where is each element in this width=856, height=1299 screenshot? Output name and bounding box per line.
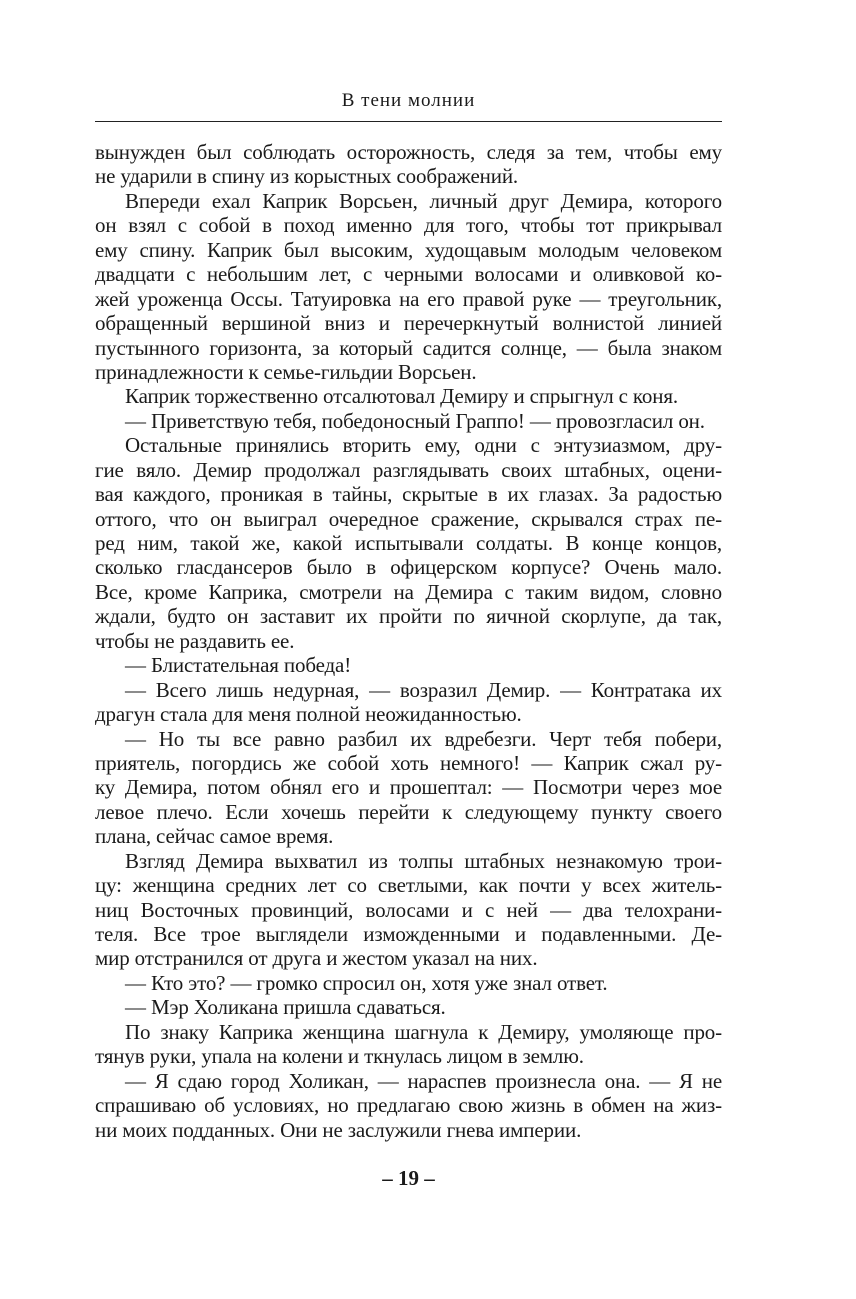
text-line: он взял с собой в поход именно для того, чтобы тот прикрывал bbox=[95, 213, 722, 238]
text-line: мир отстранился от друга и жестом указал на них. bbox=[95, 946, 538, 971]
text-line: ждали, будто он заставит их пройти по яичной скорлупе, да так, bbox=[95, 604, 722, 629]
text-line: вынужден был соблюдать осторожность, следя за тем, чтобы ему bbox=[95, 140, 722, 164]
page-number: – 19 – bbox=[382, 1166, 435, 1190]
text-line: оттого, что он выиграл очередное сражение, скрывался страх пе- bbox=[95, 506, 722, 531]
text-line: По знаку Каприка женщина шагнула к Демиру, умоляюще про- bbox=[125, 1019, 722, 1044]
text-line: — Но ты все равно разбил их вдребезги. Черт тебя побери, bbox=[125, 726, 722, 751]
text-line: — Всего лишь недурная, — возразил Демир. — Контратака их bbox=[125, 677, 722, 702]
text-line: спрашиваю об условиях, но предлагаю свою жизнь в обмен на жиз- bbox=[95, 1093, 722, 1118]
text-line: сколько гласдансеров было в офицерском корпусе? Очень мало. bbox=[95, 555, 722, 580]
text-line: драгун стала для меня полной неожиданностью. bbox=[95, 702, 522, 727]
text-line: двадцати с небольшим лет, с черными волосами и оливковой ко- bbox=[95, 262, 722, 287]
page-body-text bbox=[95, 140, 722, 1142]
text-line: теля. Все трое выглядели изможденными и подавленными. Де- bbox=[95, 922, 722, 946]
text-line: Все, кроме Каприка, смотрели на Демира с таким видом, словно bbox=[95, 579, 722, 604]
running-header: В тени молнии bbox=[341, 90, 476, 111]
text-line: гие вяло. Демир продолжал разглядывать своих штабных, оцени- bbox=[95, 457, 722, 482]
text-line: — Я сдаю город Холикан, — нараспев произнесла она. — Я не bbox=[125, 1068, 722, 1093]
text-line: — Мэр Холикана пришла сдаваться. bbox=[125, 995, 446, 1020]
text-line: пустынного горизонта, за который садится солнце, — была знаком bbox=[95, 335, 722, 360]
text-line: ему спину. Каприк был высоким, худощавым молодым человеком bbox=[95, 237, 722, 262]
text-line: — Приветствую тебя, победоносный Граппо! — провозгласил он. bbox=[125, 408, 705, 433]
text-line: не ударили в спину из корыстных соображений. bbox=[95, 164, 519, 189]
text-line: вая каждого, проникая в тайны, скрытые в их глазах. За радостью bbox=[95, 482, 722, 507]
text-line: ку Демира, потом обнял его и прошептал: — Посмотри через мое bbox=[95, 775, 722, 800]
text-line: — Блистательная победа! bbox=[125, 653, 352, 678]
text-line: обращенный вершиной вниз и перечеркнутый волнистой линией bbox=[95, 311, 722, 336]
text-line: цу: женщина средних лет со светлыми, как почти у всех житель- bbox=[95, 873, 722, 898]
text-line: приятель, погордись же собой хоть немного! — Каприк сжал ру- bbox=[95, 750, 722, 775]
text-line: чтобы не раздавить ее. bbox=[95, 628, 295, 653]
text-line: Взгляд Демира выхватил из толпы штабных незнакомую трои- bbox=[125, 848, 722, 873]
text-line: ниц Восточных провинций, волосами и с ней — два телохрани- bbox=[95, 897, 722, 922]
header-rule bbox=[95, 121, 722, 122]
text-line: жей уроженца Оссы. Татуировка на его правой руке — треугольник, bbox=[95, 286, 722, 311]
text-line: плана, сейчас самое время. bbox=[95, 824, 334, 849]
text-line: принадлежности к семье-гильдии Ворсьен. bbox=[95, 359, 477, 384]
text-line: левое плечо. Если хочешь перейти к следующему пункту своего bbox=[95, 799, 722, 824]
text-line: Остальные принялись вторить ему, одни с энтузиазмом, дру- bbox=[125, 433, 722, 458]
text-line: Впереди ехал Каприк Ворсьен, личный друг Демира, которого bbox=[125, 188, 722, 213]
text-line: тянув руки, упала на колени и ткнулась лицом в землю. bbox=[95, 1044, 584, 1069]
text-line: Каприк торжественно отсалютовал Демиру и спрыгнул с коня. bbox=[125, 384, 678, 409]
text-line: — Кто это? — громко спросил он, хотя уже знал ответ. bbox=[125, 970, 608, 995]
text-line: ни моих подданных. Они не заслужили гнева империи. bbox=[95, 1117, 582, 1142]
text-line: ред ним, такой же, какой испытывали солдаты. В конце концов, bbox=[95, 531, 722, 555]
